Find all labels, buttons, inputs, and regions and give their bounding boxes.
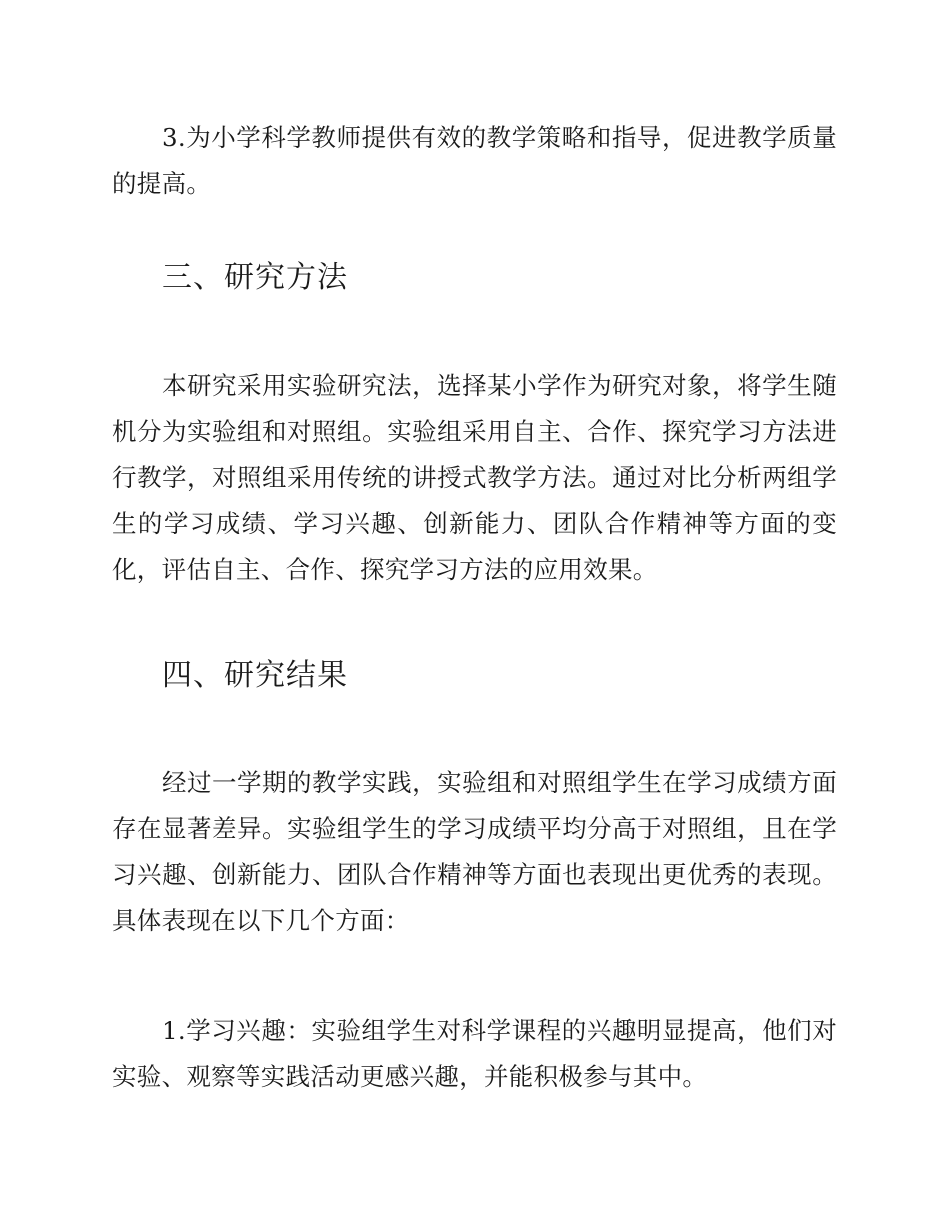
section-heading-research-results: 四、研究结果 <box>162 658 348 693</box>
research-results-paragraph: 经过一学期的教学实践，实验组和对照组学生在学习成绩方面存在显著差异。实验组学生的学习成绩平均分高于对照组，且在学习兴趣、创新能力、团队合作精神等方面也表现出更优秀的表现。具体表现在以下几个方面： <box>112 768 837 935</box>
section-heading-research-methods: 三、研究方法 <box>162 260 348 295</box>
research-goal-3-paragraph: 3.为小学科学教师提供有效的教学策略和指导，促进教学质量的提高。 <box>112 123 837 198</box>
result-item-1-paragraph: 1.学习兴趣：实验组学生对科学课程的兴趣明显提高，他们对实验、观察等实践活动更感兴趣，并能积极参与其中。 <box>112 1016 837 1091</box>
research-methods-paragraph: 本研究采用实验研究法，选择某小学作为研究对象，将学生随机分为实验组和对照组。实验组采用自主、合作、探究学习方法进行教学，对照组采用传统的讲授式教学方法。通过对比分析两组学生的学习成绩、学习兴趣、创新能力、团队合作精神等方面的变化，评估自主、合作、探究学习方法的应用效果。 <box>112 371 837 584</box>
